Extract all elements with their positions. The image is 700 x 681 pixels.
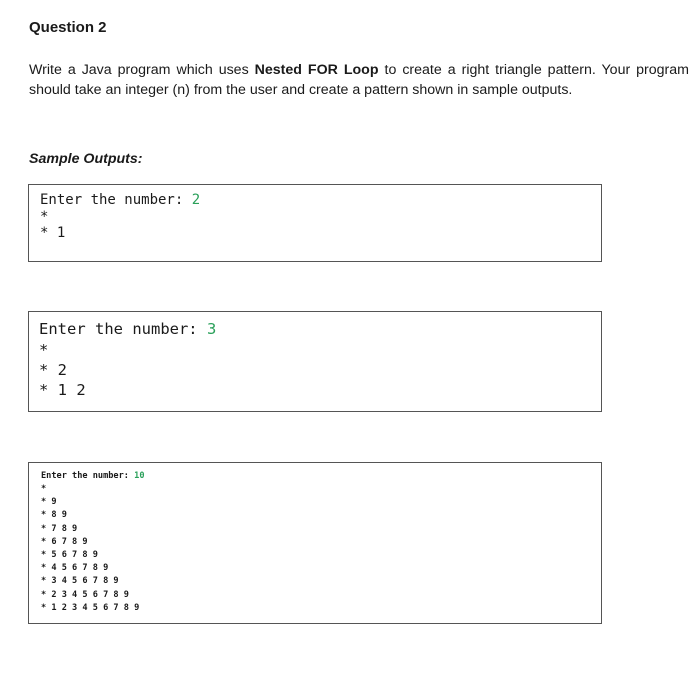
console-prompt	[39, 318, 601, 340]
question-description	[29, 60, 689, 100]
sample-output-box-1	[28, 184, 602, 262]
output-line: * 1	[40, 225, 66, 241]
output-line: * 3 4 5 6 7 8 9	[41, 576, 119, 587]
output-line: *	[39, 341, 49, 359]
input-value: 3	[206, 320, 217, 338]
prompt-text: Enter the number:	[41, 471, 135, 481]
output-line: * 4 5 6 7 8 9	[41, 563, 109, 574]
sample-output-box-2	[28, 311, 602, 412]
output-line: * 2 3 4 5 6 7 8 9	[41, 589, 129, 600]
input-value: 10	[134, 471, 145, 481]
prompt-text: Enter the number:	[39, 320, 207, 338]
console-prompt	[40, 191, 601, 210]
output-line: *	[40, 209, 49, 225]
output-line: * 8 9	[41, 510, 67, 521]
prompt-text: Enter the number:	[40, 192, 192, 208]
description-part1: Write a Java program which uses	[29, 62, 255, 78]
description-bold: Nested FOR Loop	[254, 62, 379, 78]
output-line: * 7 8 9	[41, 523, 78, 534]
output-line: * 5 6 7 8 9	[41, 549, 98, 560]
sample-output-box-3	[28, 462, 602, 624]
output-line: *	[41, 484, 47, 494]
output-line: * 2	[39, 361, 67, 379]
question-title: Question 2	[29, 19, 107, 36]
output-line: * 1 2	[39, 381, 86, 399]
description-part2: to create a right triangle pattern. Your program should take an integer (n) from the user and create a pattern shown in sample outputs.	[29, 62, 689, 98]
sample-outputs-heading: Sample Outputs:	[29, 151, 143, 167]
output-line: * 9	[41, 497, 57, 508]
output-line: * 6 7 8 9	[41, 536, 88, 547]
output-line: * 1 2 3 4 5 6 7 8 9	[41, 602, 140, 613]
input-value: 2	[191, 192, 201, 208]
console-prompt	[41, 469, 601, 483]
